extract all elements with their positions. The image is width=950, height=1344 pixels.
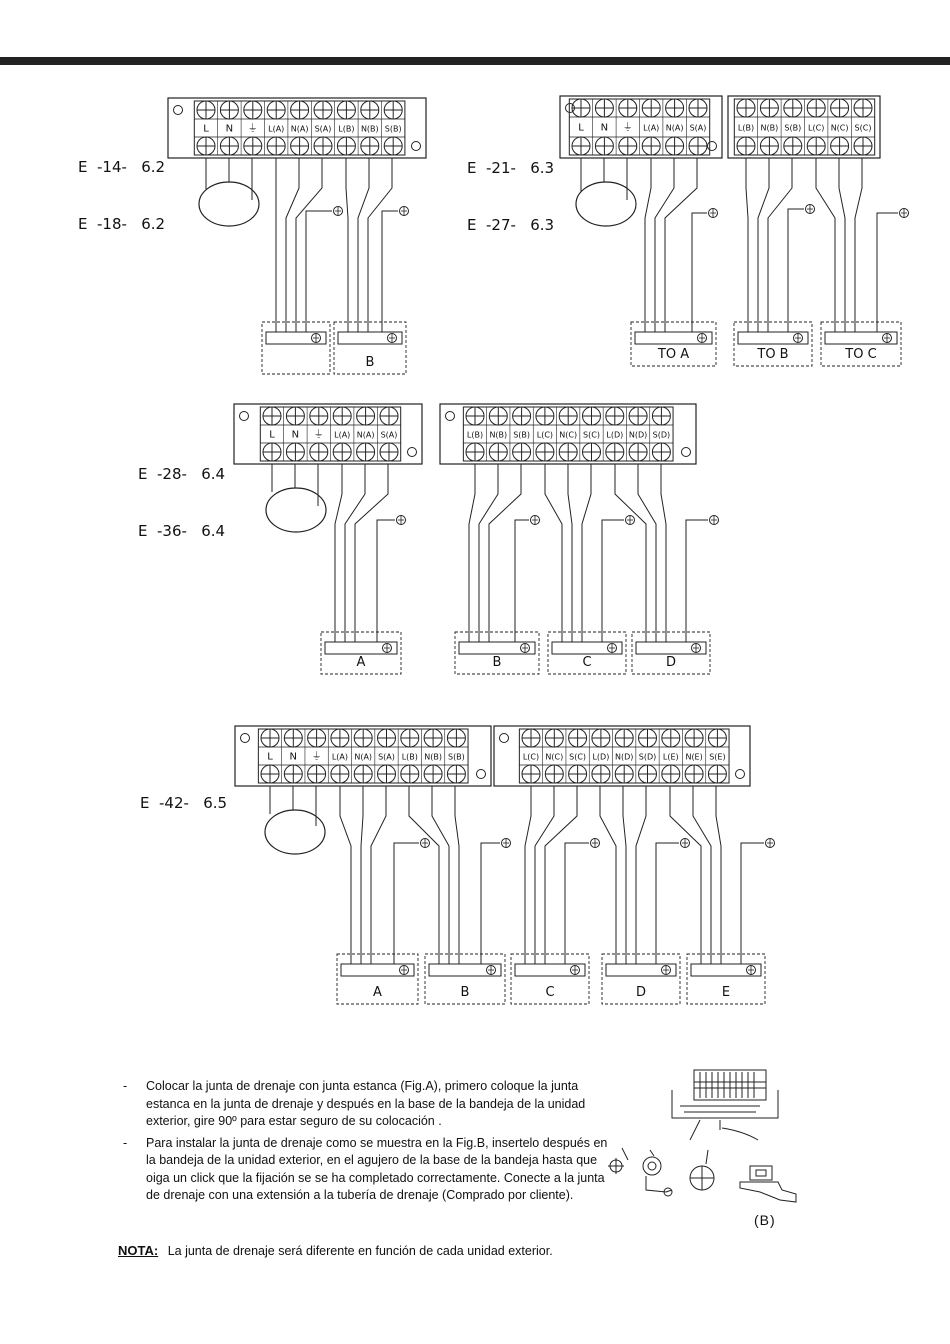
wire [716, 786, 721, 964]
model-code: E -21- 6.3 [467, 159, 555, 177]
wire [638, 464, 656, 642]
ground-wire [394, 843, 419, 964]
wire [545, 464, 562, 642]
mounting-hole [477, 770, 486, 779]
wire [368, 158, 392, 332]
terminal-label: N(C) [830, 123, 849, 133]
indoor-unit-label: D [635, 985, 647, 1000]
note-text: Colocar la junta de drenaje con junta estanca (Fig.A), primero coloque la junta estanca en la junta de drenaje y después en la base de la bandeja de la unidad exterior, gire 90º para estar seguro de su colocación . [146, 1079, 586, 1128]
indoor-unit-label: TO A [657, 347, 690, 362]
terminal-label: L(B) [737, 123, 755, 133]
terminal-label: S(C) [583, 430, 600, 440]
terminal-label: L(D) [592, 752, 610, 762]
terminal-label: L(A) [268, 124, 285, 134]
terminal-label: S(C) [569, 752, 587, 762]
nota-label: NOTA: [118, 1243, 159, 1258]
wire [296, 158, 322, 332]
indoor-unit-label: TO C [845, 347, 877, 362]
indoor-unit-label: TO B [757, 347, 789, 362]
terminal-label: S(E) [709, 752, 726, 762]
wire [489, 464, 521, 642]
terminal-label: L(B) [466, 430, 484, 440]
wire [409, 786, 439, 964]
terminal-label: S(A) [314, 124, 332, 134]
bullet-dash: - [123, 1135, 128, 1150]
terminal-label: L(B) [401, 752, 418, 762]
terminal-label: S(D) [638, 752, 657, 762]
terminal-label: L(A) [643, 123, 660, 133]
mounting-hole [708, 142, 717, 151]
terminal-label: ⏚ [247, 123, 258, 135]
model-list-2 [467, 121, 554, 254]
power-supply-oval [266, 488, 326, 532]
terminal-label: N [225, 123, 234, 135]
model-code: E -27- 6.3 [467, 216, 555, 234]
terminal-label: S(A) [378, 752, 395, 762]
terminal-label: N [600, 122, 609, 134]
model-list-4 [140, 756, 227, 832]
indoor-unit-label: C [582, 655, 592, 670]
ground-wire [686, 520, 708, 642]
terminal-label: L(B) [338, 124, 355, 134]
terminal-label: N(E) [685, 752, 703, 762]
terminal-label: L [267, 751, 273, 763]
wire [432, 786, 449, 964]
terminal-label: ⏚ [622, 122, 633, 134]
wire [645, 158, 651, 332]
terminal-label: L [578, 122, 584, 134]
mounting-hole [174, 106, 183, 115]
ground-wire [306, 211, 332, 332]
terminal-label: S(B) [447, 752, 465, 762]
model-code: E -14- 6.2 [78, 158, 166, 176]
wire [340, 786, 351, 964]
terminal-label: L(D) [606, 430, 624, 440]
model-code: E -42- 6.5 [140, 794, 228, 812]
mounting-hole [240, 412, 249, 421]
ground-wire [602, 520, 624, 642]
terminal-label: N(B) [360, 124, 379, 134]
figure-b-label: (B) [754, 1212, 776, 1228]
nota-text: La junta de drenaje será diferente en función de cada unidad exterior. [167, 1244, 553, 1258]
wire [346, 158, 348, 332]
indoor-unit-label: B [460, 985, 470, 1000]
note-item [120, 1135, 620, 1205]
wire [371, 786, 386, 964]
wire [615, 464, 646, 642]
wire [758, 158, 769, 332]
indoor-unit-label: D [665, 655, 677, 670]
wire [286, 158, 299, 332]
terminal-label: S(B) [784, 123, 802, 133]
indoor-unit-label: A [356, 655, 366, 670]
model-code: E -36- 6.4 [138, 522, 226, 540]
wire [670, 786, 701, 964]
mounting-hole [241, 734, 250, 743]
ground-wire [515, 520, 529, 642]
model-list-1 [78, 120, 165, 253]
terminal-label: S(B) [384, 124, 402, 134]
indoor-unit-label: B [365, 355, 375, 370]
wire [469, 464, 475, 642]
indoor-unit-label: B [492, 655, 502, 670]
model-code: E -28- 6.4 [138, 465, 226, 483]
terminal-label: N(A) [665, 123, 684, 133]
mounting-hole [682, 448, 691, 457]
model-list-3 [138, 427, 225, 560]
terminal-label: N(A) [290, 124, 309, 134]
terminal-label: ⏚ [313, 429, 324, 441]
wire [855, 158, 862, 332]
terminal-label: N(B) [489, 430, 508, 440]
wire [455, 786, 459, 964]
terminal-label: S(A) [689, 123, 707, 133]
wire [358, 158, 369, 332]
terminal-label: L [269, 429, 275, 441]
indoor-unit-label: E [721, 985, 731, 1000]
terminal-label: L(A) [334, 430, 351, 440]
mounting-hole [446, 412, 455, 421]
ground-wire [656, 843, 679, 964]
drain-joint-figure [608, 1070, 796, 1202]
terminal-label: S(D) [652, 430, 671, 440]
ground-wire [565, 843, 589, 964]
wire [623, 786, 626, 964]
bullet-dash: - [123, 1079, 128, 1093]
terminal-label: ⏚ [311, 751, 322, 763]
terminal-label: N(B) [424, 752, 442, 762]
note-text: Para instalar la junta de drenaje como se muestra en la Fig.B, insertelo después en la bandeja de la unidad exterior, en el agujero de la base de la bandeja hasta que oiga un click que la fijación se se ha completado correctamente. Conecte a la junta de drenaje con una extensión a la tubería de drenaje (Comprado por cliente). [146, 1135, 608, 1202]
mounting-hole [500, 734, 509, 743]
terminal-label: N(D) [628, 430, 648, 440]
indoor-unit-label: A [373, 985, 382, 1000]
installation-notes [120, 1078, 620, 1209]
terminal-label: S(B) [513, 430, 531, 440]
terminal-label: L(C) [536, 430, 554, 440]
mounting-hole [412, 142, 421, 151]
terminal-label: N [291, 429, 300, 441]
ground-wire [377, 520, 395, 642]
ground-wire [788, 209, 804, 332]
ground-wire [877, 213, 898, 332]
terminal-label: N(C) [545, 752, 564, 762]
terminal-label: N(D) [615, 752, 634, 762]
terminal-label: N(A) [356, 430, 375, 440]
mounting-hole [408, 448, 417, 457]
terminal-label: L(C) [522, 752, 540, 762]
wire [568, 464, 572, 642]
terminal-label: L [203, 123, 209, 135]
wire [816, 158, 835, 332]
wire [525, 786, 531, 964]
wire [582, 464, 591, 642]
terminal-label: L(E) [662, 752, 679, 762]
wire [839, 158, 845, 332]
model-code: E -18- 6.2 [78, 215, 166, 233]
ground-wire [692, 213, 707, 332]
terminal-label: L(A) [331, 752, 348, 762]
wire [693, 786, 711, 964]
wire [600, 786, 616, 964]
ground-wire [382, 211, 398, 332]
nota-line [118, 1243, 553, 1258]
terminal-label: L(C) [808, 123, 825, 133]
wire [661, 464, 666, 642]
ground-wire [481, 843, 500, 964]
terminal-label: N [289, 751, 298, 763]
wire [545, 786, 577, 964]
header-bar [0, 57, 950, 65]
wire [361, 786, 363, 964]
power-supply-oval [199, 182, 259, 226]
mounting-hole [736, 770, 745, 779]
terminal-label: S(A) [380, 430, 398, 440]
wire [355, 464, 388, 642]
wire [636, 786, 646, 964]
terminal-label: N(C) [559, 430, 578, 440]
note-item [120, 1078, 620, 1131]
terminal-label: N(B) [760, 123, 779, 133]
wire [746, 158, 748, 332]
terminal-label: N(A) [354, 752, 373, 762]
terminal-label: S(C) [854, 123, 872, 133]
wire [335, 464, 342, 642]
ground-wire [741, 843, 764, 964]
indoor-unit-label: C [545, 985, 555, 1000]
